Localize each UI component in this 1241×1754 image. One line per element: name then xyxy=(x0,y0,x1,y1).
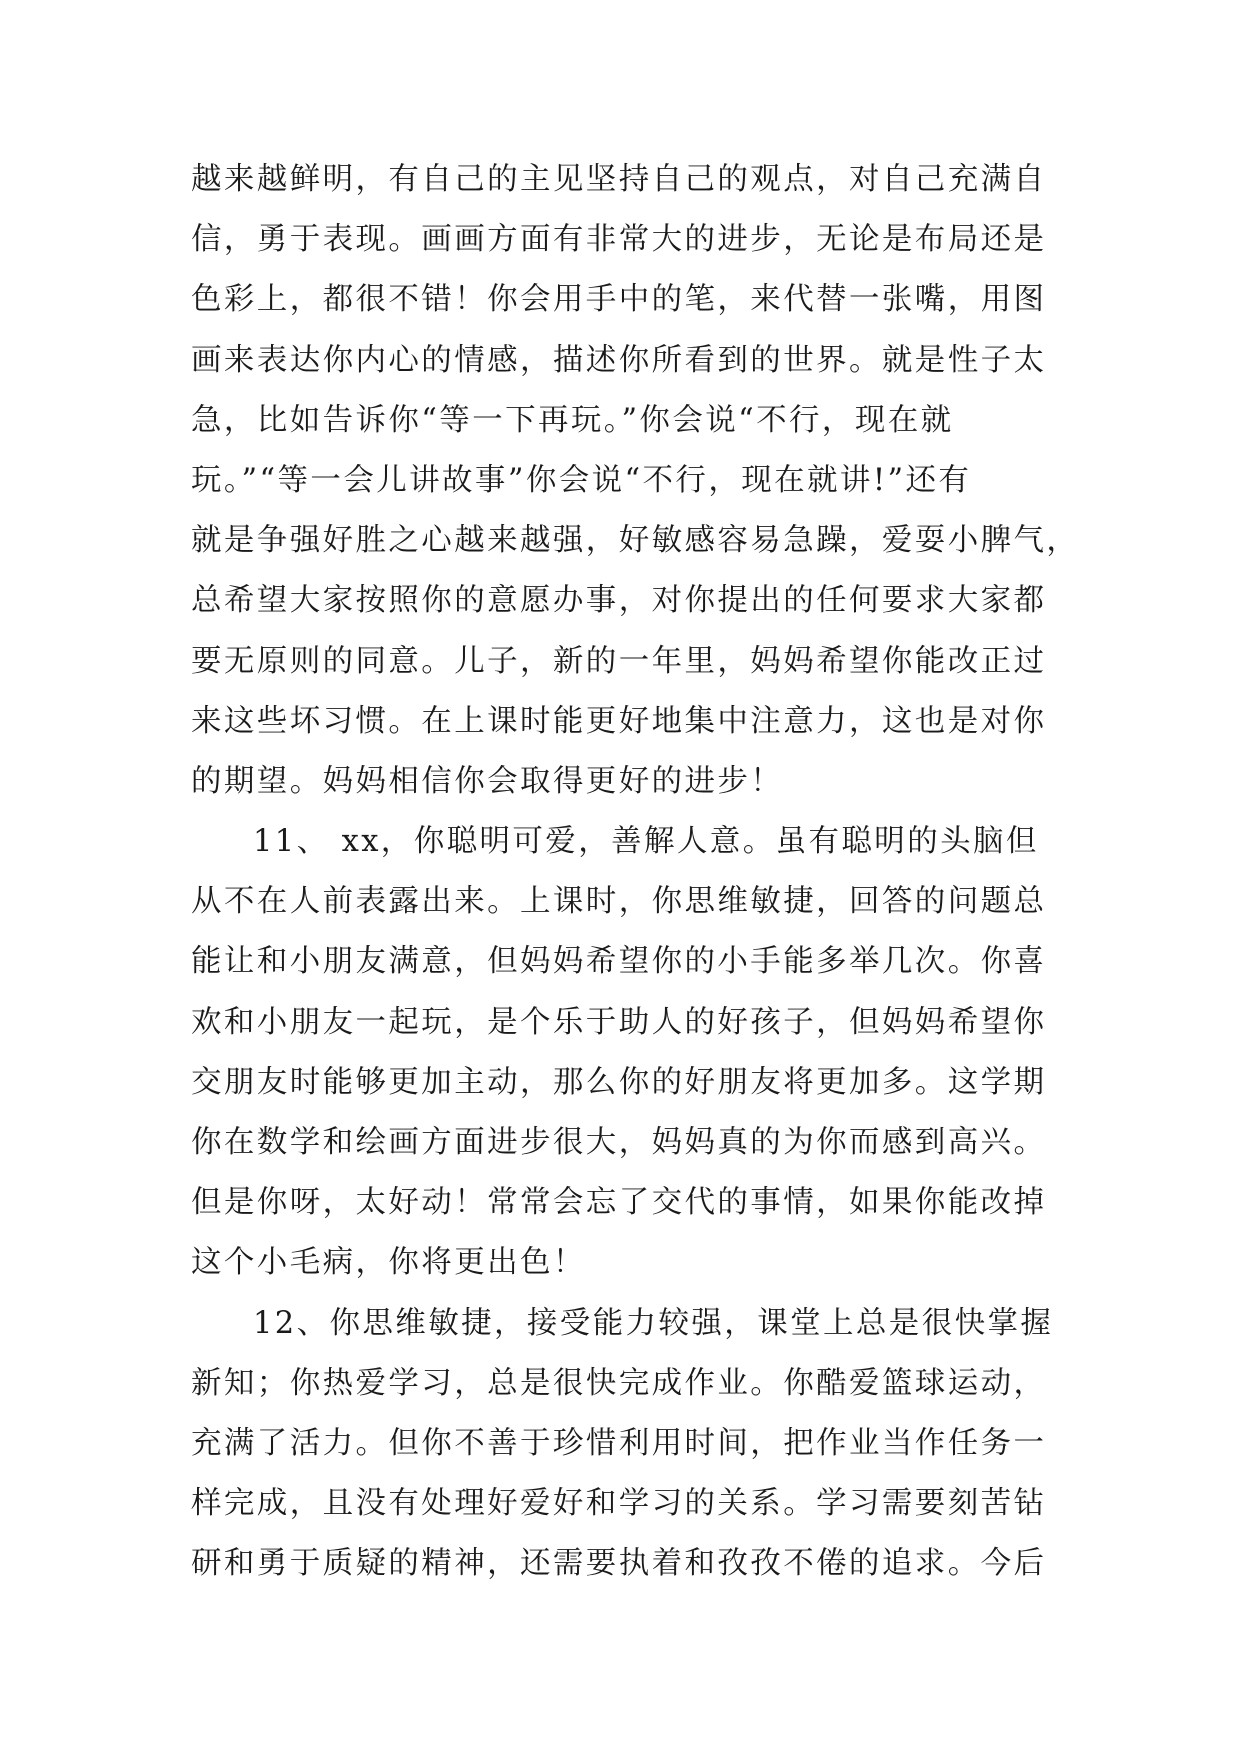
text-line: 急，比如告诉你“等一下再玩。”你会说“不行，现在就 xyxy=(191,402,954,438)
text-line: 充满了活力。但你不善于珍惜利用时间，把作业当作任务一 xyxy=(191,1425,1047,1461)
text-line: 但是你呀，太好动！常常会忘了交代的事情，如果你能改掉 xyxy=(191,1185,1047,1221)
text-line: 色彩上，都很不错！你会用手中的笔，来代替一张嘴，用图 xyxy=(191,282,1047,318)
text-line: 总希望大家按照你的意愿办事，对你提出的任何要求大家都 xyxy=(191,583,1047,619)
text-line: 交朋友时能够更加主动，那么你的好朋友将更加多。这学期 xyxy=(191,1064,1047,1100)
text-line: 就是争强好胜之心越来越强，好敏感容易急躁，爱耍小脾气， xyxy=(191,523,1080,559)
text-line: 样完成，且没有处理好爱好和学习的关系。学习需要刻苦钻 xyxy=(191,1486,1047,1522)
text-line: 越来越鲜明，有自己的主见坚持自己的观点，对自己充满自 xyxy=(191,162,1047,197)
text-line: 从不在人前表露出来。上课时，你思维敏捷，回答的问题总 xyxy=(191,884,1047,920)
text-line: 欢和小朋友一起玩，是个乐于助人的好孩子，但妈妈希望你 xyxy=(191,1004,1047,1040)
text-line: 玩。”“等一会儿讲故事”你会说“不行，现在就讲!”还有 xyxy=(191,462,972,498)
text-line: 来这些坏习惯。在上课时能更好地集中注意力，这也是对你 xyxy=(191,703,1047,739)
text-line: 的期望。妈妈相信你会取得更好的进步！ xyxy=(191,763,784,799)
text-line: 新知；你热爱学习，总是很快完成作业。你酷爱篮球运动， xyxy=(191,1365,1047,1401)
text-line: 要无原则的同意。儿子，新的一年里，妈妈希望你能改正过 xyxy=(191,643,1047,679)
text-line: 信，勇于表现。画画方面有非常大的进步，无论是布局还是 xyxy=(191,222,1047,258)
paragraph-11-start: 11、 xx，你聪明可爱，善解人意。虽有聪明的头脑但 xyxy=(253,824,1039,860)
text-line: 研和勇于质疑的精神，还需要执着和孜孜不倦的追求。今后 xyxy=(191,1546,1047,1582)
text-line: 能让和小朋友满意，但妈妈希望你的小手能多举几次。你喜 xyxy=(191,944,1047,980)
text-line: 画来表达你内心的情感，描述你所看到的世界。就是性子太 xyxy=(191,342,1047,378)
text-line: 这个小毛病，你将更出色！ xyxy=(191,1245,586,1281)
text-line: 你在数学和绘画方面进步很大，妈妈真的为你而感到高兴。 xyxy=(191,1125,1047,1160)
body-text xyxy=(191,150,1080,1595)
paragraph-12-start: 12、你思维敏捷，接受能力较强，课堂上总是很快掌握 xyxy=(253,1305,1054,1341)
